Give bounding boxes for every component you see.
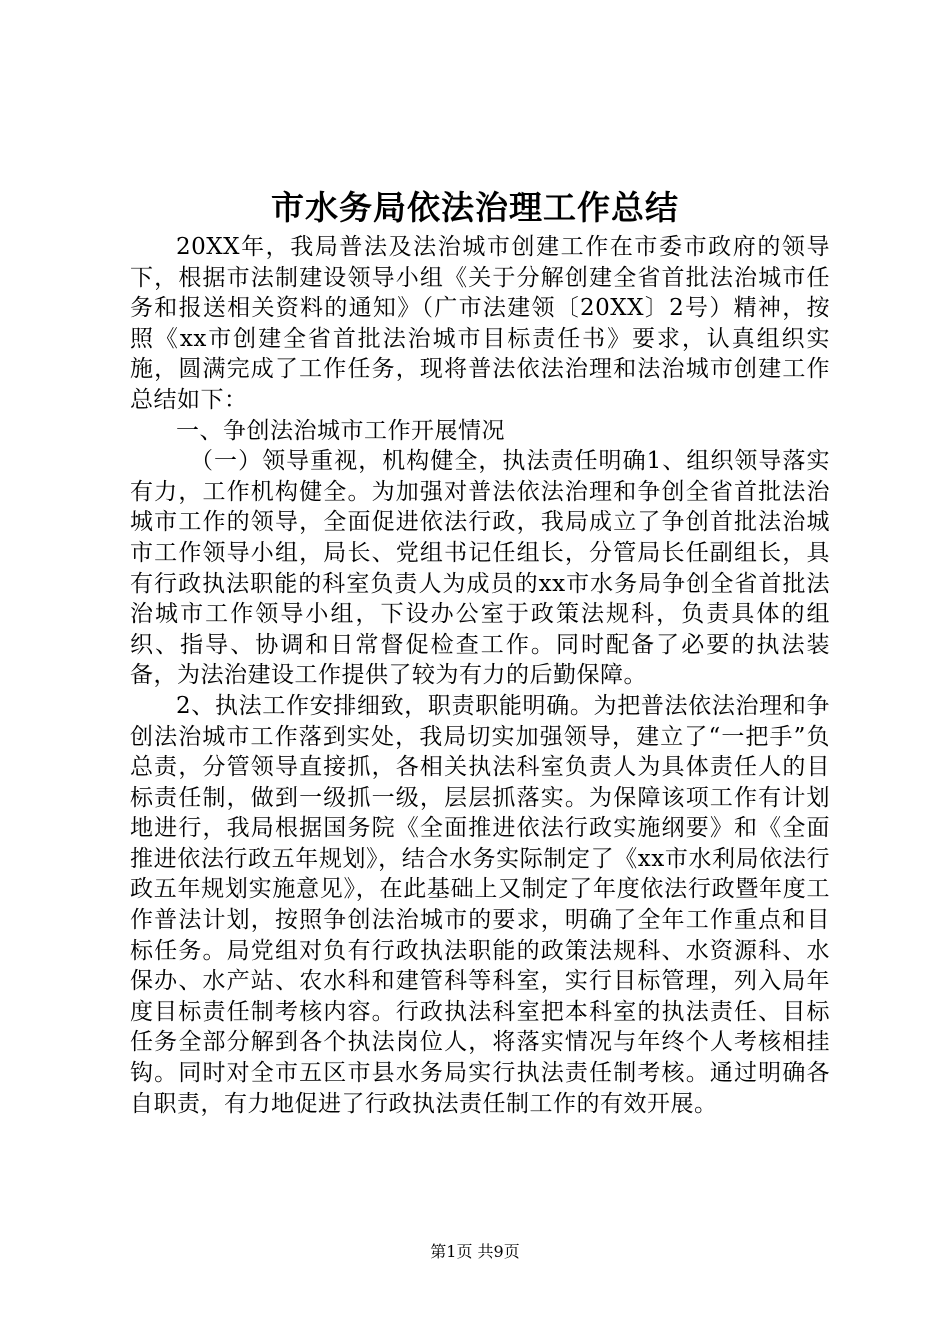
intro-paragraph: 20XX年，我局普法及法治城市创建工作在市委市政府的领导下，根据市法制建设领导小组《关于分解创建全省首批法治城市任务和报送相关资料的通知》（广市法建领〔20XX〕2号）精神，按照《xx市创建全省首批法治城市目标责任书》要求，认真组织实施，圆满完成了工作任务，现将普法依法治理和法治城市创建工作总结如下： (130, 234, 830, 413)
page-number: 第1页 共9页 (430, 1242, 520, 1261)
section-heading: 一、争创法治城市工作开展情况 (176, 417, 505, 444)
subsection-paragraph: （一）领导重视，机构健全，执法责任明确1、组织领导落实有力，工作机构健全。为加强对普法依法治理和争创全省首批法治城市工作的领导，全面促进依法行政，我局成立了争创首批法治城市工作领导小组，局长、党组书记任组长，分管局长任副组长，具有行政执法职能的科室负责人为成员的xx市水务局争创全省首批法治城市工作领导小组，下设办公室于政策法规科，负责具体的组织、指导、协调和日常督促检查工作。同时配备了必要的执法装备，为法治建设工作提供了较为有力的后勤保障。 (130, 448, 830, 689)
body-paragraph: 2、执法工作安排细致，职责职能明确。为把普法依法治理和争创法治城市工作落到实处，我局切实加强领导，建立了“一把手”负总责，分管领导直接抓，各相关执法科室负责人为具体责任人的目标责任制，做到一级抓一级，层层抓落实。为保障该项工作有计划地进行，我局根据国务院《全面推进依法行政实施纲要》和《全面推进依法行政五年规划》，结合水务实际制定了《xx市水利局依法行政五年规划实施意见》，在此基础上又制定了年度依法行政暨年度工作普法计划，按照争创法治城市的要求，明确了全年工作重点和目标任务。局党组对负有行政执法职能的政策法规科、水资源科、水保办、水产站、农水科和建管科等科室，实行目标管理，列入局年度目标责任制考核内容。行政执法科室把本科室的执法责任、目标任务全部分解到各个执法岗位人，将落实情况与年终个人考核相挂钩。同时对全市五区市县水务局实行执法责任制考核。通过明确各自职责，有力地促进了行政执法责任制工作的有效开展。 (130, 692, 830, 1117)
document-body (130, 232, 830, 1119)
document-title: 市水务局依法治理工作总结 (271, 188, 679, 227)
